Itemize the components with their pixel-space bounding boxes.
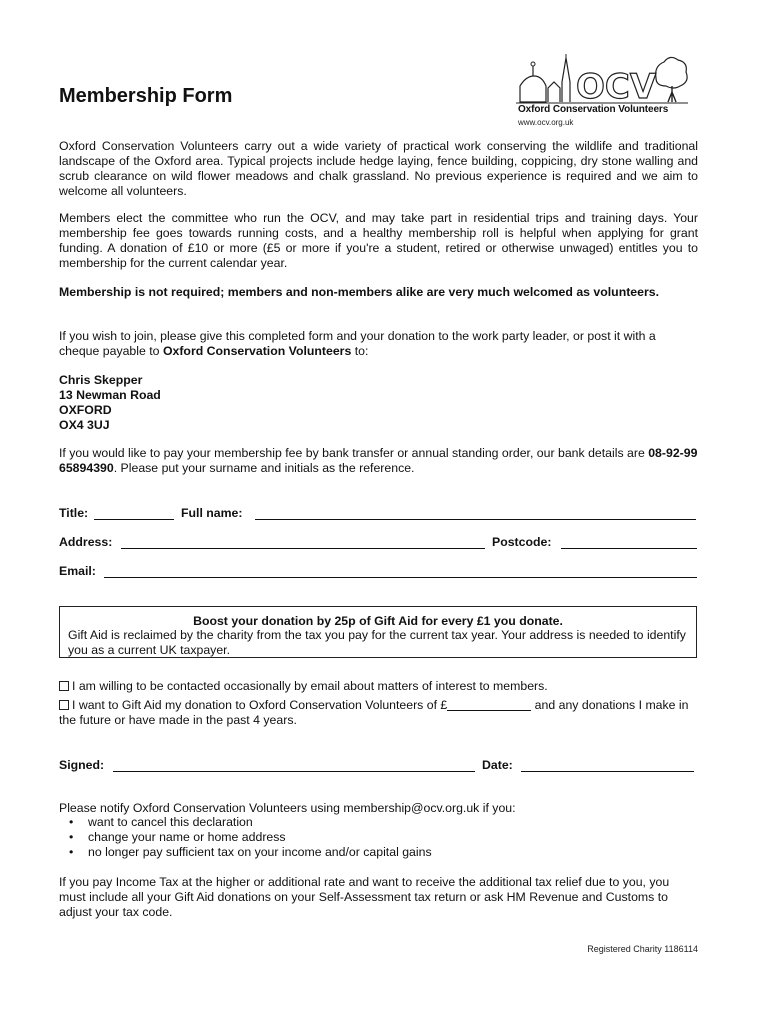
- gift-aid-body: Gift Aid is reclaimed by the charity from the tax you pay for the current tax year. Your address is needed to identify you as a current UK taxpayer.: [68, 628, 686, 657]
- email-row: [59, 564, 698, 580]
- logo-url: www.ocv.org.uk: [518, 118, 574, 127]
- gift-aid-heading: Boost your donation by 25p of Gift Aid for every £1 you donate.: [193, 614, 563, 628]
- members-paragraph: Members elect the committee who run the OCV, and may take part in residential trips and training days. Your membership fee goes towards running costs, and a healthy membership roll is helpful when applying for grant funding. A donation of £10 or more (£5 or more if you're a student, retired or otherwise unwaged) entitles you to membership for the current calendar year.: [59, 211, 698, 270]
- page-title: Membership Form: [59, 85, 233, 107]
- bank-paragraph: If you would like to pay your membership fee by bank transfer or annual standing order, our bank details are 08-92-99 65894390. Please put your surname and initials as the reference.: [59, 446, 698, 475]
- logo-letters: OCV: [576, 67, 657, 104]
- address-line: Chris Skepper: [59, 373, 143, 387]
- list-item: • no longer pay sufficient tax on your income and/or capital gains: [69, 845, 432, 860]
- join-paragraph: If you wish to join, please give this completed form and your donation to the work party leader, or post it with a cheque payable to Oxford Conservation Volunteers to:: [59, 329, 656, 358]
- notify-list: [69, 815, 432, 860]
- postcode-field[interactable]: [561, 548, 697, 549]
- payee-name: Oxford Conservation Volunteers: [162, 344, 352, 358]
- date-label: Date:: [482, 758, 513, 772]
- email-field[interactable]: [104, 577, 697, 578]
- postcode-label: Postcode:: [492, 535, 552, 549]
- gift-aid-box: [59, 606, 697, 658]
- signature-field[interactable]: [113, 771, 475, 772]
- address-line: OXFORD: [59, 403, 112, 417]
- charity-number: Registered Charity 1186114: [587, 944, 698, 954]
- ocv-logo: [516, 52, 688, 130]
- higher-rate-paragraph: If you pay Income Tax at the higher or additional rate and want to receive the additional tax relief due to you, you must include all your Gift Aid donations on your Self-Assessment tax return or ask HM Revenue and Customs to adjust your tax code.: [59, 875, 670, 919]
- signature-row: [59, 758, 698, 774]
- date-field[interactable]: [521, 771, 694, 772]
- intro-paragraph: Oxford Conservation Volunteers carry out a wide variety of practical work conserving the wildlife and traditional landscape of the Oxford area. Typical projects include hedge laying, fence building, coppicing, dry stone walling and scrub clearance on wild flower meadows and chalk grassland. No previous experience is required and we aim to welcome all volunteers.: [59, 139, 698, 198]
- full-name-field[interactable]: [255, 519, 696, 520]
- title-field[interactable]: [94, 519, 174, 520]
- address-line: OX4 3UJ: [59, 418, 110, 432]
- membership-note: Membership is not required; members and non-members alike are very much welcomed as volunteers.: [59, 285, 660, 299]
- contact-consent-row: [59, 679, 698, 694]
- contact-consent-checkbox[interactable]: [59, 681, 69, 691]
- logo-org-name: Oxford Conservation Volunteers: [518, 104, 669, 115]
- address-postcode-row: [59, 535, 698, 551]
- title-name-row: [59, 506, 698, 522]
- postal-address: [59, 373, 161, 433]
- list-item: • change your name or home address: [69, 830, 432, 845]
- logo-graphic: [516, 52, 688, 104]
- address-field[interactable]: [121, 548, 485, 549]
- contact-consent-label: I am willing to be contacted occasionally by email about matters of interest to members.: [72, 679, 548, 693]
- notify-intro: Please notify Oxford Conservation Volunteers using membership@ocv.org.uk if you:: [59, 801, 516, 815]
- donation-amount-field[interactable]: [447, 699, 531, 711]
- address-label: Address:: [59, 535, 113, 549]
- bank-details: 08-92-99 65894390: [59, 446, 698, 475]
- list-item: • want to cancel this declaration: [69, 815, 432, 830]
- title-label: Title:: [59, 506, 89, 520]
- gift-aid-checkbox[interactable]: [59, 700, 69, 710]
- gift-aid-declaration-row: I want to Gift Aid my donation to Oxford Conservation Volunteers of £ and any donations I make in the future or have made in the past 4 years.: [59, 698, 689, 727]
- address-line: 13 Newman Road: [59, 388, 161, 402]
- full-name-label: Full name:: [181, 506, 243, 520]
- email-label: Email:: [59, 564, 96, 578]
- signed-label: Signed:: [59, 758, 105, 772]
